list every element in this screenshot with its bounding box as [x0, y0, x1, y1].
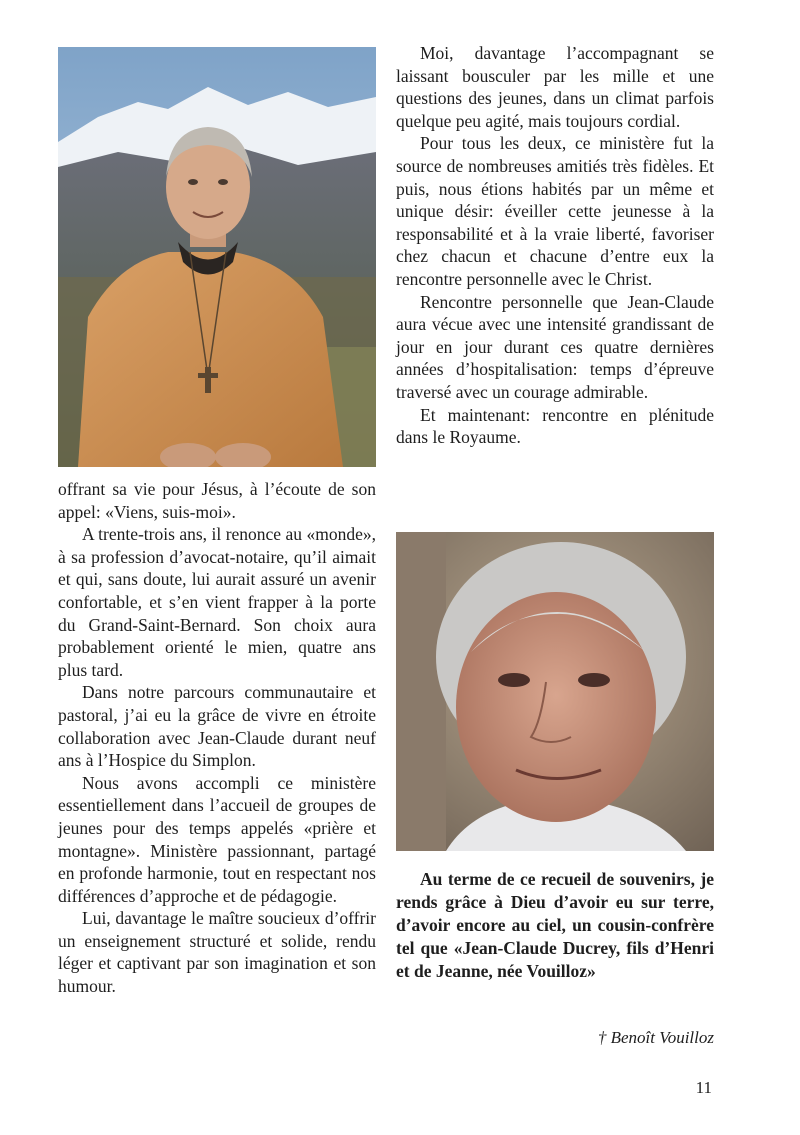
left-paragraph-3: Dans notre parcours communautaire et pastoral, j’ai eu la grâce de vivre en étroite collaboration avec Jean-Claude durant neuf ans à l’Hospice du Simplon. — [58, 682, 376, 771]
portrait-photo-elderly — [396, 532, 714, 851]
left-paragraph-4: Nous avons accompli ce ministère essentiellement dans l’accueil de groupes de jeunes pour des temps appelés «prière et montagne». Ministère passionnant, partagé en profonde harmonie, tout en respectant nos différences d’approche et de pédagogie. — [58, 772, 376, 906]
portrait-mountains-image — [58, 47, 376, 467]
right-paragraph-4: Et maintenant: rencontre en plénitude dans le Royaume. — [396, 404, 714, 448]
right-paragraph-1: Moi, davantage l’accompagnant se laissant bousculer par les mille et une questions des jeunes, dans un climat parfois quelque peu agité, mais toujours cordial. — [396, 43, 714, 131]
left-paragraph-1: offrant sa vie pour Jésus, à l’écoute de son appel: «Viens, suis-moi». — [58, 479, 376, 522]
right-paragraph-3: Rencontre personnelle que Jean-Claude aura vécue avec une intensité grandissant de jour en jour durant ces quatre dernières années d’hospitalisation: temps d’épreuve traversé avec un courage admirable. — [396, 291, 714, 402]
portrait-elderly-image — [396, 532, 714, 851]
portrait-photo-mountains — [58, 47, 376, 467]
left-column — [58, 478, 376, 998]
right-column — [396, 42, 714, 449]
left-paragraph-5: Lui, davantage le maître soucieux d’offrir un enseignement structuré et solide, rendu léger et captivant par son imagination et son humour. — [58, 908, 376, 997]
signature: † Benoît Vouilloz — [597, 1028, 714, 1047]
left-paragraph-2: A trente-trois ans, il renonce au «monde», à sa profession d’avocat-notaire, qu’il aimait et qui, sans doute, lui aurait assuré un avenir confortable, et s’en vient frapper à la porte du Grand-Saint-Bernard. Son choix aura probablement orienté le mien, quatre ans plus tard. — [58, 524, 376, 680]
closing-text: Au terme de ce recueil de souvenirs, je rends grâce à Dieu d’avoir eu sur terre, d’avoir encore au ciel, un cousin-confrère tel que «Jean-Claude Ducrey, fils d’Henri et de Jeanne, née Vouilloz» — [396, 869, 714, 981]
page-number: 11 — [695, 1078, 712, 1097]
right-paragraph-2: Pour tous les deux, ce ministère fut la source de nombreuses amitiés très fidèles. Et puis, nous étions habités par un même et unique désir: éveiller cette jeunesse à la responsabilité et à la vraie liberté, favoriser chez chacun et chacune d’entre eux la rencontre personnelle avec le Christ. — [396, 133, 714, 289]
closing-statement — [396, 868, 714, 983]
